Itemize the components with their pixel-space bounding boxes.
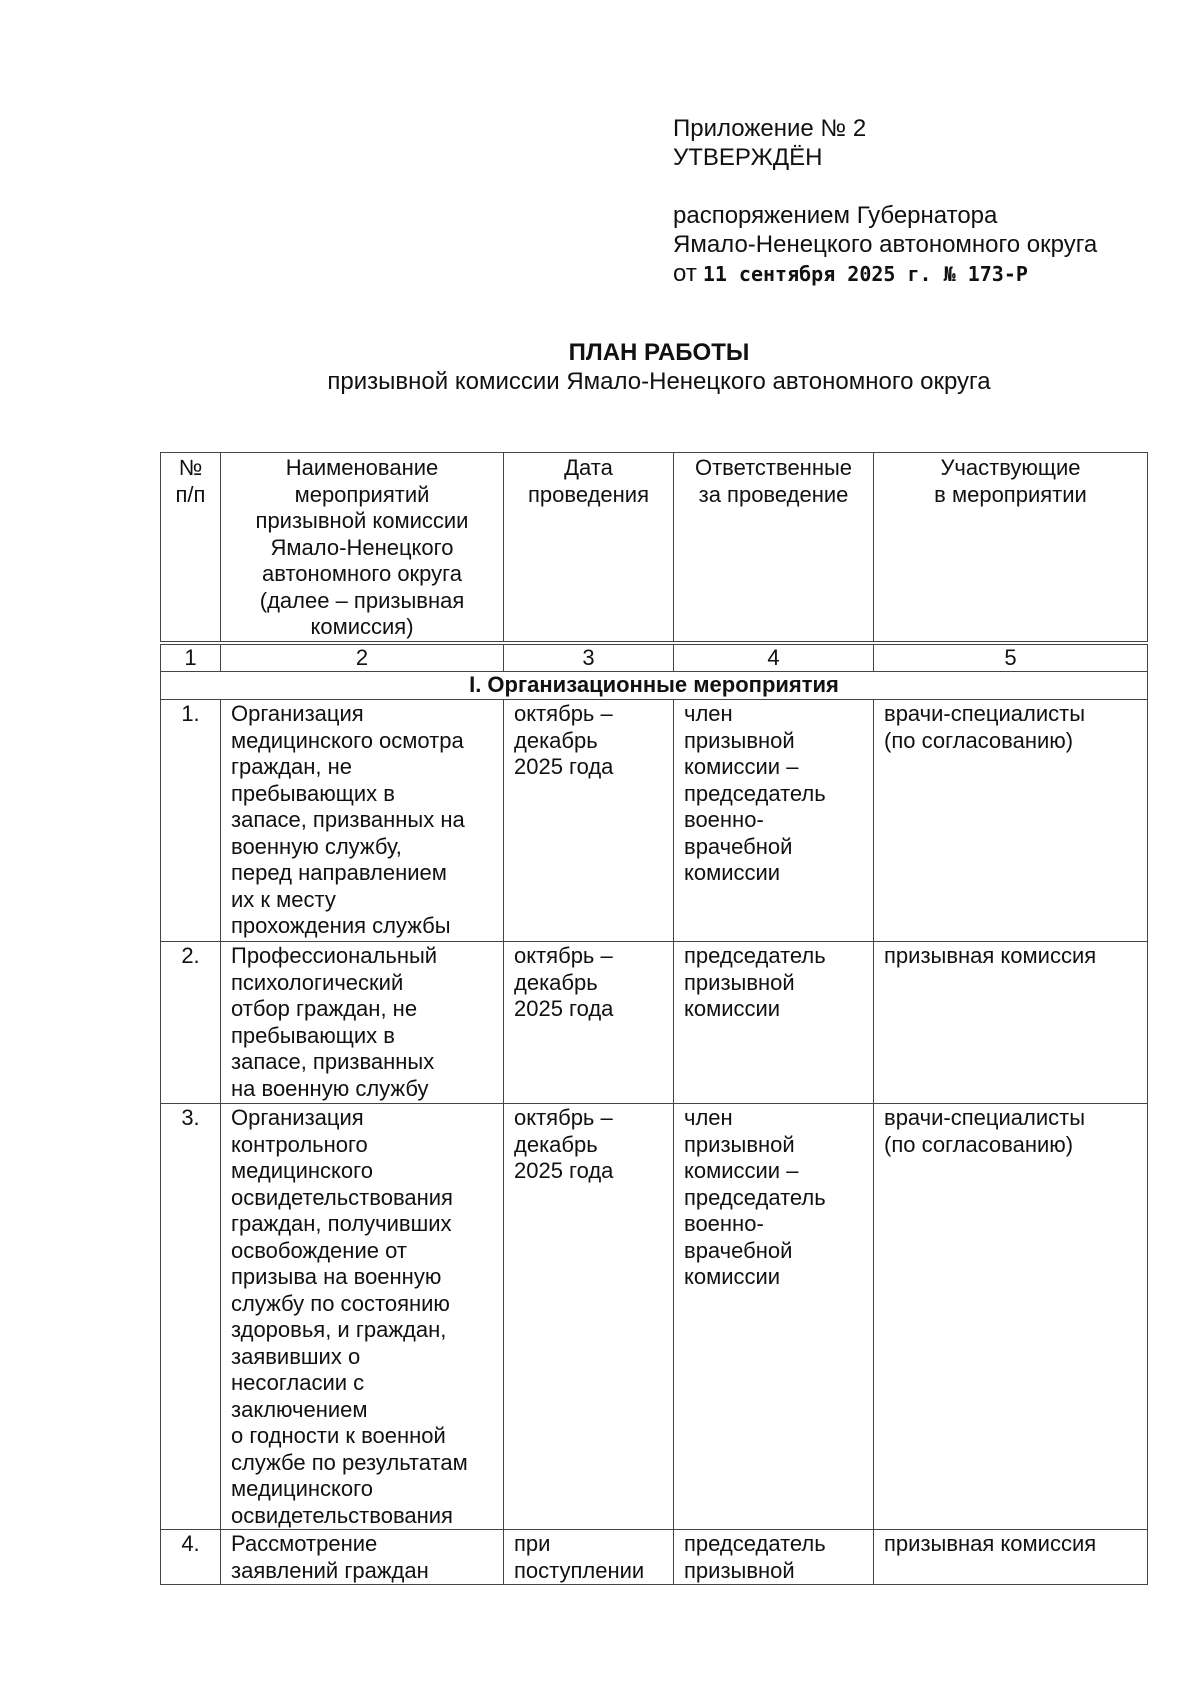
event-participants: врачи-специалисты (по согласованию) bbox=[874, 1104, 1148, 1530]
appendix-number: Приложение № 2 bbox=[673, 115, 867, 142]
approval-date-line bbox=[673, 259, 1097, 289]
event-date: при поступлении bbox=[504, 1530, 674, 1585]
column-number: 1 bbox=[161, 643, 221, 672]
table-row bbox=[161, 942, 1148, 1104]
approval-block bbox=[673, 114, 1097, 289]
header-name: Наименование мероприятий призывной комиссии Ямало-Ненецкого автономного округа (далее – призывная комиссия) bbox=[221, 453, 504, 643]
event-participants: врачи-специалисты (по согласованию) bbox=[874, 700, 1148, 942]
row-number: 4. bbox=[161, 1530, 221, 1585]
header-responsible: Ответственные за проведение bbox=[674, 453, 874, 643]
event-name: Рассмотрение заявлений граждан bbox=[221, 1530, 504, 1585]
plan-table bbox=[160, 452, 1148, 1585]
document-title: ПЛАН РАБОТЫ bbox=[568, 339, 750, 366]
event-name: Организация медицинского осмотра граждан, не пребывающих в запасе, призванных на военную службу, перед направлением их к месту прохождения службы bbox=[221, 700, 504, 942]
header-participants: Участвующие в мероприятии bbox=[874, 453, 1148, 643]
column-number: 3 bbox=[504, 643, 674, 672]
spacer bbox=[673, 172, 1097, 201]
event-name: Профессиональный психологический отбор граждан, не пребывающих в запасе, призванных на военную службу bbox=[221, 942, 504, 1104]
column-number: 2 bbox=[221, 643, 504, 672]
table-row bbox=[161, 1530, 1148, 1585]
row-number: 3. bbox=[161, 1104, 221, 1530]
section-row bbox=[161, 672, 1148, 700]
table-row bbox=[161, 700, 1148, 942]
event-responsible: член призывной комиссии – председатель военно- врачебной комиссии bbox=[674, 1104, 874, 1530]
column-number: 5 bbox=[874, 643, 1148, 672]
event-participants: призывная комиссия bbox=[874, 1530, 1148, 1585]
approval-date: 11 сентября 2025 г. № 173-Р bbox=[702, 262, 1028, 286]
table-row bbox=[161, 1104, 1148, 1530]
row-number: 2. bbox=[161, 942, 221, 1104]
section-title: I. Организационные мероприятия bbox=[161, 672, 1148, 700]
event-responsible: председатель призывной bbox=[674, 1530, 874, 1585]
header-number: № п/п bbox=[161, 453, 221, 643]
header-date: Дата проведения bbox=[504, 453, 674, 643]
event-name: Организация контрольного медицинского освидетельствования граждан, получивших освобождение от призыва на военную службу по состоянию здоровья, и граждан, заявивших о несогласии с заключением о годности к военной службе по результатам медицинского освидетельствования bbox=[221, 1104, 504, 1530]
event-date: октябрь – декабрь 2025 года bbox=[504, 942, 674, 1104]
approved-by-line-2: Ямало-Ненецкого автономного округа bbox=[673, 231, 1098, 258]
document-subtitle: призывной комиссии Ямало-Ненецкого автономного округа bbox=[327, 368, 991, 395]
column-number-row bbox=[161, 643, 1148, 672]
column-number: 4 bbox=[674, 643, 874, 672]
event-participants: призывная комиссия bbox=[874, 942, 1148, 1104]
event-responsible: член призывной комиссии – председатель военно- врачебной комиссии bbox=[674, 700, 874, 942]
event-date: октябрь – декабрь 2025 года bbox=[504, 1104, 674, 1530]
approved-label: УТВЕРЖДЁН bbox=[673, 144, 823, 171]
event-date: октябрь – декабрь 2025 года bbox=[504, 700, 674, 942]
event-responsible: председатель призывной комиссии bbox=[674, 942, 874, 1104]
date-prefix: от bbox=[673, 260, 697, 287]
row-number: 1. bbox=[161, 700, 221, 942]
table-header-row bbox=[161, 453, 1148, 643]
approved-by-line-1: распоряжением Губернатора bbox=[673, 202, 998, 229]
